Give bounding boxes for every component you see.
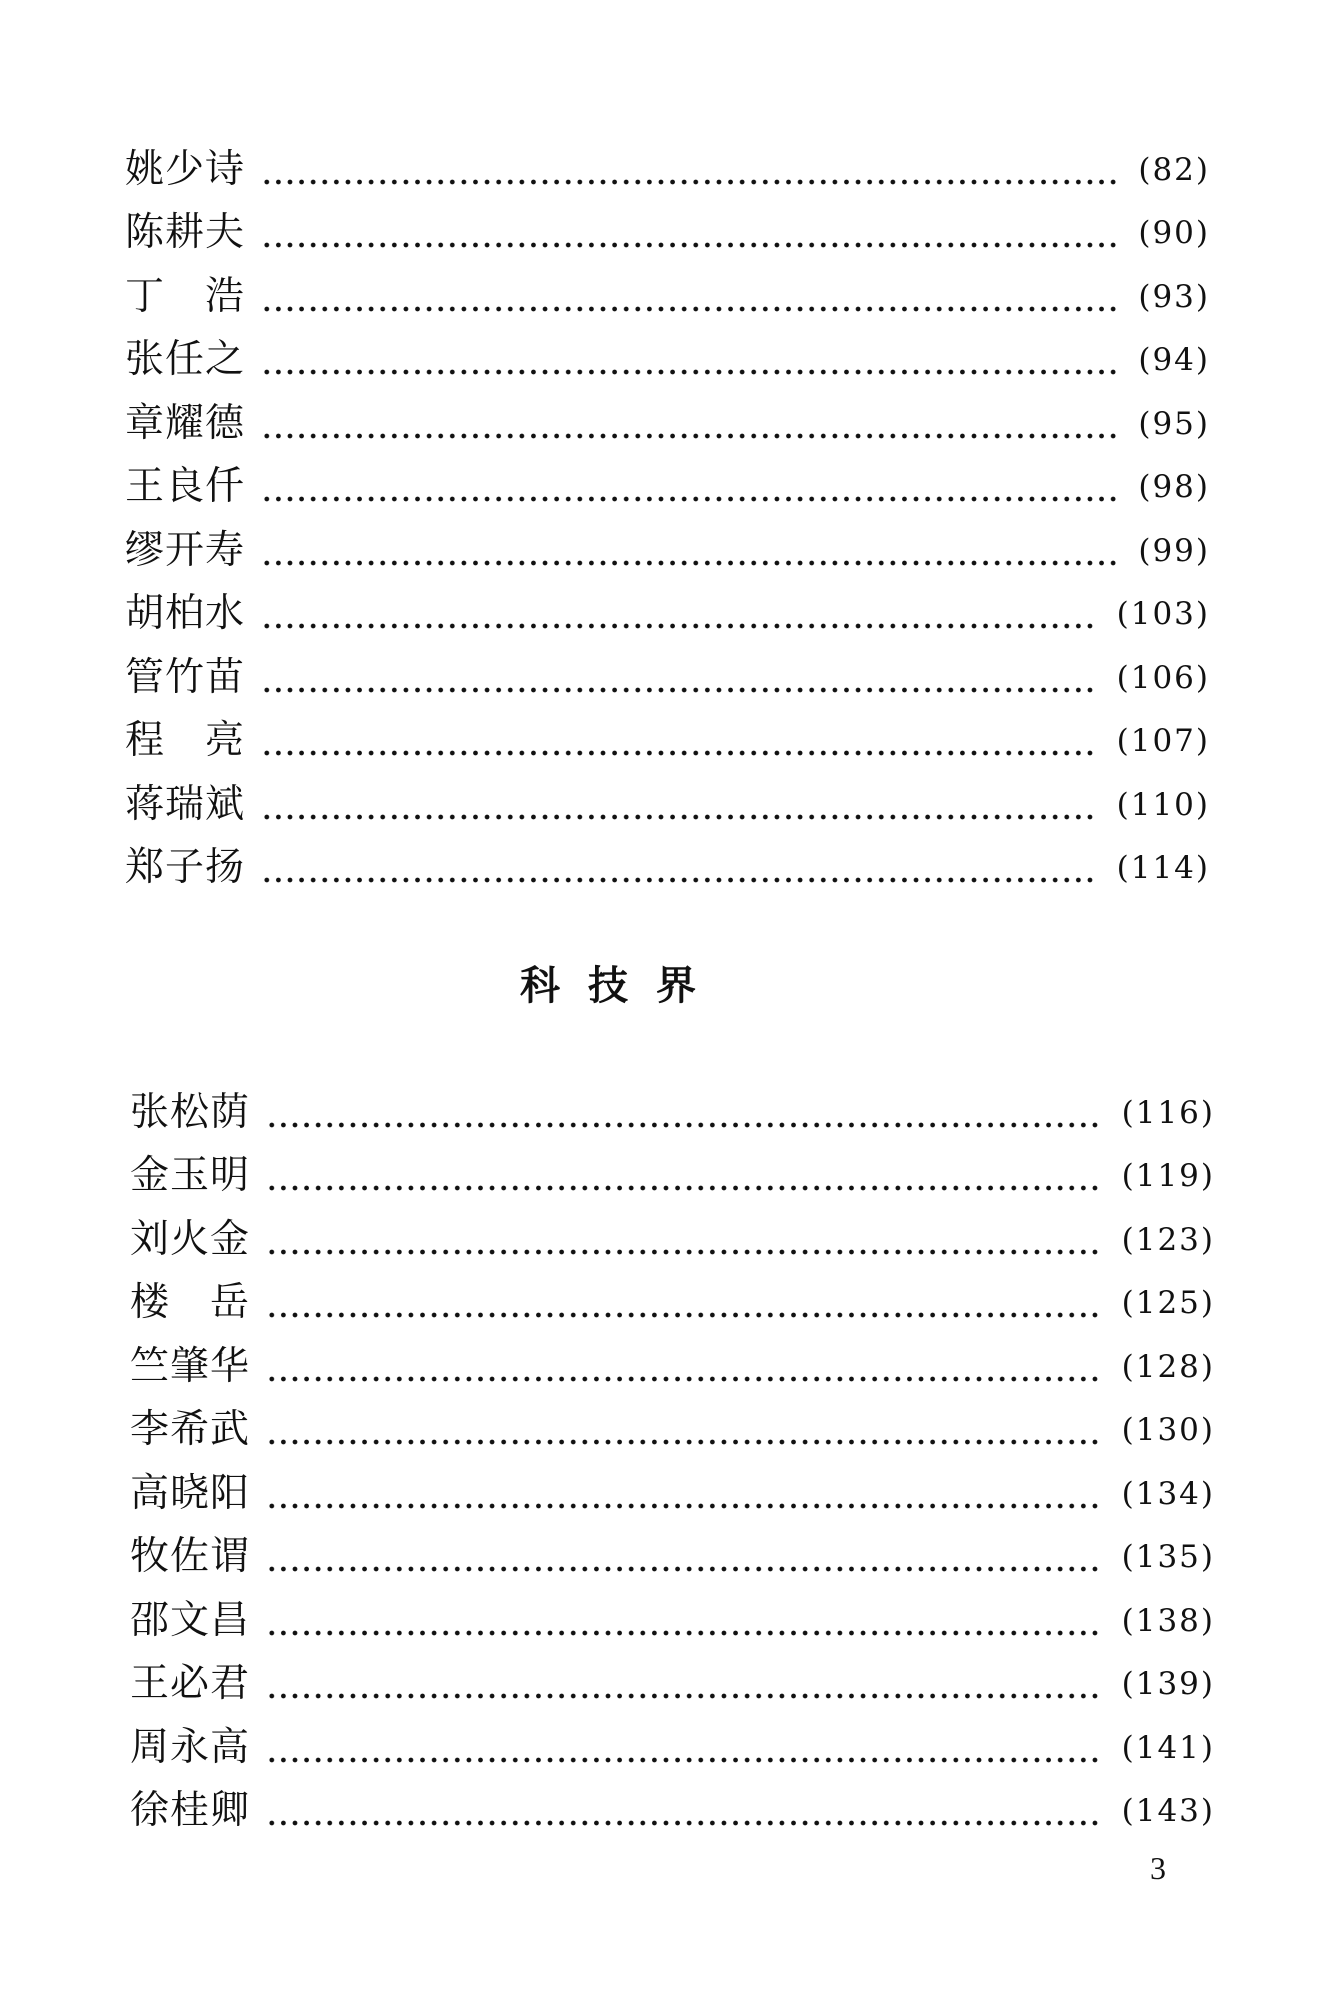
toc-entry-name: 刘火金	[130, 1216, 251, 1262]
toc-entry	[130, 1520, 1215, 1584]
toc-entry	[130, 1329, 1215, 1393]
toc-entry-name: 邵文昌	[130, 1597, 251, 1643]
dot-leader	[266, 1734, 1104, 1764]
toc-entry	[130, 1393, 1215, 1457]
toc-entry	[130, 1647, 1215, 1711]
toc-entry-name: 金玉明	[130, 1153, 251, 1198]
dot-leader	[261, 854, 1099, 884]
toc-entry	[125, 259, 1210, 323]
toc-entry-name: 周永高	[130, 1724, 251, 1770]
toc-entry	[125, 704, 1210, 768]
dot-leader	[261, 600, 1099, 630]
toc-entry	[125, 132, 1210, 196]
toc-entry-page: (139)	[1121, 1666, 1215, 1702]
toc-entry-name: 蒋瑞斌	[125, 781, 246, 827]
dot-leader	[261, 346, 1120, 376]
dot-leader	[266, 1797, 1104, 1827]
toc-entry	[130, 1583, 1215, 1647]
section-heading: 科技界	[520, 963, 724, 1009]
toc-list-section-2	[130, 1075, 1215, 1837]
toc-entry	[125, 450, 1210, 514]
toc-entry	[130, 1456, 1215, 1520]
toc-entry	[130, 1139, 1215, 1203]
toc-entry	[130, 1075, 1215, 1139]
toc-entry	[130, 1710, 1215, 1774]
dot-leader	[266, 1607, 1104, 1637]
dot-leader	[266, 1416, 1104, 1446]
dot-leader	[261, 473, 1120, 503]
toc-entry-name: 李希武	[130, 1407, 251, 1452]
toc-entry-name: 张松荫	[130, 1089, 251, 1135]
toc-entry-page: (107)	[1116, 723, 1210, 759]
dot-leader	[261, 156, 1120, 186]
toc-entry	[130, 1202, 1215, 1266]
toc-entry-page: (119)	[1121, 1158, 1215, 1194]
toc-entry-name: 姚少诗	[125, 146, 246, 192]
toc-entry-name: 程 亮	[125, 718, 246, 763]
toc-entry-page: (99)	[1138, 532, 1210, 569]
toc-entry-page: (116)	[1121, 1094, 1215, 1131]
dot-leader	[266, 1162, 1104, 1192]
toc-entry-page: (128)	[1121, 1348, 1215, 1385]
dot-leader	[261, 219, 1120, 249]
toc-entry-page: (130)	[1121, 1412, 1215, 1448]
page-number: 3	[1150, 1850, 1166, 1886]
dot-leader	[261, 727, 1099, 757]
toc-entry-page: (135)	[1121, 1539, 1215, 1575]
dot-leader	[266, 1480, 1104, 1510]
toc-entry-page: (110)	[1116, 786, 1210, 823]
dot-leader	[261, 791, 1099, 821]
toc-entry-page: (106)	[1116, 659, 1210, 696]
toc-entry-name: 高晓阳	[130, 1470, 251, 1516]
toc-entry-page: (141)	[1121, 1729, 1215, 1766]
toc-entry-page: (98)	[1138, 469, 1210, 505]
dot-leader	[266, 1099, 1104, 1129]
dot-leader	[266, 1543, 1104, 1573]
toc-entry-page: (114)	[1116, 850, 1210, 886]
toc-list-section-1	[125, 132, 1210, 894]
dot-leader	[261, 283, 1120, 313]
toc-entry-page: (82)	[1138, 151, 1210, 188]
toc-entry-name: 陈耕夫	[125, 210, 246, 255]
toc-entry	[125, 767, 1210, 831]
toc-entry-page: (95)	[1138, 405, 1210, 442]
toc-entry	[125, 513, 1210, 577]
toc-entry-page: (125)	[1121, 1285, 1215, 1321]
toc-entry-name: 缪开寿	[125, 527, 246, 573]
toc-entry-name: 丁 浩	[125, 273, 246, 319]
toc-entry-page: (134)	[1121, 1475, 1215, 1512]
toc-entry-name: 章耀德	[125, 400, 246, 446]
toc-entry-name: 牧佐谓	[130, 1534, 251, 1579]
dot-leader	[261, 410, 1120, 440]
toc-entry-name: 徐桂卿	[130, 1788, 251, 1833]
dot-leader	[266, 1670, 1104, 1700]
toc-entry-name: 王必君	[130, 1661, 251, 1706]
toc-entry-name: 管竹苗	[125, 654, 246, 700]
toc-entry-name: 郑子扬	[125, 845, 246, 890]
toc-entry	[130, 1266, 1215, 1330]
toc-entry-name: 王良仟	[125, 464, 246, 509]
toc-entry-page: (103)	[1116, 596, 1210, 632]
toc-entry-page: (94)	[1138, 342, 1210, 378]
dot-leader	[266, 1226, 1104, 1256]
toc-entry	[130, 1774, 1215, 1838]
dot-leader	[266, 1289, 1104, 1319]
toc-entry-page: (143)	[1121, 1793, 1215, 1829]
toc-entry	[125, 386, 1210, 450]
toc-entry-name: 胡柏水	[125, 591, 246, 636]
toc-entry-name: 张任之	[125, 337, 246, 382]
toc-entry	[125, 323, 1210, 387]
toc-entry-page: (90)	[1138, 215, 1210, 251]
dot-leader	[261, 664, 1099, 694]
toc-entry	[125, 640, 1210, 704]
toc-entry-page: (123)	[1121, 1221, 1215, 1258]
toc-entry-name: 楼 岳	[130, 1280, 251, 1325]
toc-entry-page: (93)	[1138, 278, 1210, 315]
toc-entry-name: 竺肇华	[130, 1343, 251, 1389]
toc-entry	[125, 831, 1210, 895]
toc-entry-page: (138)	[1121, 1602, 1215, 1639]
dot-leader	[266, 1353, 1104, 1383]
toc-entry	[125, 577, 1210, 641]
toc-entry	[125, 196, 1210, 260]
dot-leader	[261, 537, 1120, 567]
